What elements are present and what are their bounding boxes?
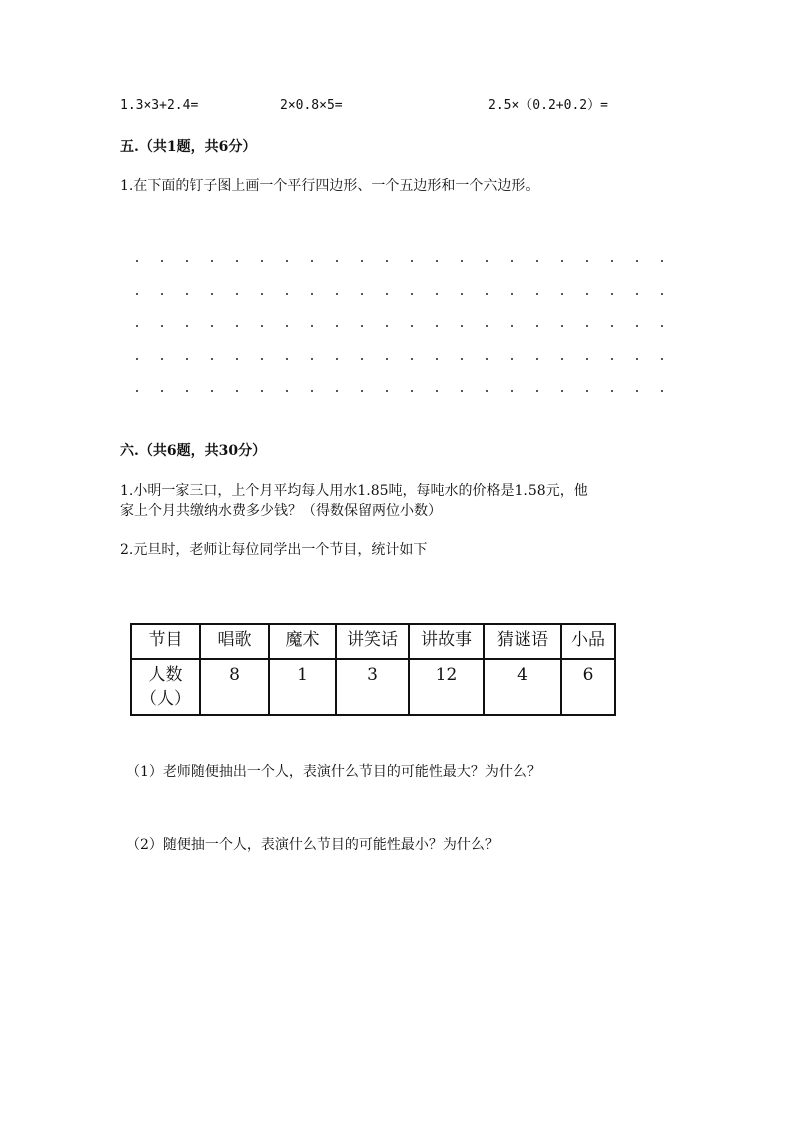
nail-dot bbox=[586, 293, 588, 295]
table-header-cell: 小品 bbox=[561, 624, 615, 659]
nail-dot bbox=[536, 390, 538, 392]
section-6-question-1-line-1: 1.小明一家三口，上个月平均每人用水1.85吨，每吨水的价格是1.58元，他 bbox=[120, 483, 588, 499]
nail-dot bbox=[511, 260, 513, 262]
nail-dot bbox=[136, 358, 138, 360]
nail-dot bbox=[436, 325, 438, 327]
nail-dot bbox=[311, 358, 313, 360]
nail-dot bbox=[461, 390, 463, 392]
nail-dot bbox=[336, 260, 338, 262]
nail-dot bbox=[661, 358, 663, 360]
nail-dot bbox=[411, 358, 413, 360]
nail-dot bbox=[536, 293, 538, 295]
table-count-cell: 6 bbox=[561, 659, 615, 715]
nail-dot bbox=[286, 325, 288, 327]
nail-dot bbox=[136, 325, 138, 327]
nail-dot bbox=[211, 325, 213, 327]
table-count-cell: 12 bbox=[409, 659, 484, 715]
nail-dot bbox=[386, 358, 388, 360]
nail-dot bbox=[286, 293, 288, 295]
nail-dot bbox=[636, 293, 638, 295]
table-header-cell: 讲故事 bbox=[409, 624, 484, 659]
nail-dot bbox=[411, 260, 413, 262]
calc-expression-3: 2.5×（0.2+0.2）= bbox=[488, 98, 608, 113]
table-header-cell: 魔术 bbox=[269, 624, 336, 659]
nail-dot bbox=[336, 390, 338, 392]
nail-dot bbox=[136, 390, 138, 392]
nail-dot bbox=[436, 390, 438, 392]
nail-dot bbox=[386, 293, 388, 295]
nail-dot bbox=[361, 325, 363, 327]
nail-dot bbox=[161, 260, 163, 262]
nail-dot bbox=[136, 260, 138, 262]
nail-dot bbox=[286, 358, 288, 360]
nail-dot bbox=[486, 293, 488, 295]
nail-dot bbox=[161, 325, 163, 327]
nail-dot bbox=[386, 390, 388, 392]
section-6-question-2: 2.元旦时，老师让每位同学出一个节目，统计如下 bbox=[120, 542, 428, 558]
row-label-line-2: （人） bbox=[140, 689, 191, 709]
nail-dot bbox=[611, 325, 613, 327]
nail-dot bbox=[411, 293, 413, 295]
nail-dot bbox=[636, 358, 638, 360]
nail-dot bbox=[211, 358, 213, 360]
nail-dot bbox=[261, 293, 263, 295]
nail-dot bbox=[611, 293, 613, 295]
nail-dot bbox=[561, 293, 563, 295]
section-6-title: 六.（共6题，共30分） bbox=[120, 443, 267, 459]
nail-dot bbox=[411, 325, 413, 327]
nail-dot bbox=[511, 293, 513, 295]
nail-dot bbox=[336, 358, 338, 360]
table-header-cell: 唱歌 bbox=[200, 624, 269, 659]
nail-dot bbox=[436, 260, 438, 262]
nail-dot bbox=[386, 325, 388, 327]
table-header-row bbox=[131, 624, 615, 659]
nail-dot bbox=[661, 325, 663, 327]
nail-dot bbox=[286, 390, 288, 392]
nail-dot bbox=[586, 358, 588, 360]
nail-dot bbox=[186, 325, 188, 327]
nail-dot bbox=[186, 260, 188, 262]
nail-dot bbox=[561, 358, 563, 360]
nail-dot bbox=[436, 293, 438, 295]
nail-dot bbox=[286, 260, 288, 262]
nail-dot bbox=[361, 390, 363, 392]
section-6-question-1-line-2: 家上个月共缴纳水费多少钱？（得数保留两位小数） bbox=[120, 503, 442, 519]
calc-expression-2: 2×0.8×5= bbox=[280, 98, 343, 113]
nail-dot bbox=[611, 358, 613, 360]
section-6-sub-question-1: （1）老师随便抽出一个人，表演什么节目的可能性最大？为什么？ bbox=[126, 764, 541, 780]
nail-dot bbox=[186, 390, 188, 392]
nail-dot bbox=[311, 293, 313, 295]
nail-dot bbox=[486, 325, 488, 327]
nail-dot bbox=[636, 325, 638, 327]
nail-dot bbox=[336, 293, 338, 295]
table-row-label bbox=[131, 659, 200, 715]
nail-dot bbox=[661, 293, 663, 295]
nail-dot bbox=[361, 293, 363, 295]
nail-dot bbox=[586, 260, 588, 262]
table-header-label: 节目 bbox=[131, 624, 200, 659]
nail-dot bbox=[361, 260, 363, 262]
nail-dot bbox=[261, 325, 263, 327]
nail-dot bbox=[661, 390, 663, 392]
nail-dot bbox=[586, 325, 588, 327]
nail-dot bbox=[461, 325, 463, 327]
nail-dot bbox=[411, 390, 413, 392]
nail-dot bbox=[536, 358, 538, 360]
nail-dot bbox=[486, 390, 488, 392]
nail-dot bbox=[311, 325, 313, 327]
nail-dot bbox=[611, 390, 613, 392]
nail-dot bbox=[161, 293, 163, 295]
nail-dot bbox=[211, 390, 213, 392]
table-count-cell: 3 bbox=[336, 659, 409, 715]
nail-dot bbox=[136, 293, 138, 295]
nail-dot bbox=[586, 390, 588, 392]
nail-dot bbox=[161, 358, 163, 360]
nail-dot bbox=[336, 325, 338, 327]
nail-dot bbox=[561, 325, 563, 327]
nail-dot bbox=[261, 358, 263, 360]
table-count-cell: 1 bbox=[269, 659, 336, 715]
table-header-cell: 讲笑话 bbox=[336, 624, 409, 659]
nail-dot bbox=[261, 260, 263, 262]
program-count-table bbox=[130, 623, 616, 716]
nail-dot bbox=[461, 260, 463, 262]
row-label-line-1: 人数 bbox=[148, 665, 183, 685]
nail-dot bbox=[486, 358, 488, 360]
nail-dot bbox=[486, 260, 488, 262]
nail-dot bbox=[311, 260, 313, 262]
table-count-cell: 4 bbox=[484, 659, 561, 715]
nail-dot bbox=[236, 293, 238, 295]
nail-dot bbox=[511, 358, 513, 360]
section-5-question-1: 1.在下面的钉子图上画一个平行四边形、一个五边形和一个六边形。 bbox=[120, 178, 540, 194]
nail-dot bbox=[436, 358, 438, 360]
nail-dot bbox=[636, 260, 638, 262]
nail-dot bbox=[211, 293, 213, 295]
nail-dot bbox=[611, 260, 613, 262]
nail-dot bbox=[311, 390, 313, 392]
calc-expression-1: 1.3×3+2.4= bbox=[120, 98, 199, 113]
table-count-row bbox=[131, 659, 615, 715]
nail-dot bbox=[236, 260, 238, 262]
nail-board-dot-grid bbox=[128, 250, 673, 400]
nail-dot bbox=[261, 390, 263, 392]
nail-dot bbox=[211, 260, 213, 262]
nail-dot bbox=[511, 390, 513, 392]
section-6-sub-question-2: （2）随便抽一个人，表演什么节目的可能性最小？为什么？ bbox=[126, 837, 499, 853]
nail-dot bbox=[636, 390, 638, 392]
table-header-cell: 猜谜语 bbox=[484, 624, 561, 659]
nail-dot bbox=[561, 260, 563, 262]
nail-dot bbox=[236, 358, 238, 360]
nail-dot bbox=[461, 293, 463, 295]
nail-dot bbox=[536, 325, 538, 327]
table-count-cell: 8 bbox=[200, 659, 269, 715]
nail-dot bbox=[186, 358, 188, 360]
nail-dot bbox=[386, 260, 388, 262]
nail-dot bbox=[161, 390, 163, 392]
nail-dot bbox=[236, 390, 238, 392]
nail-dot bbox=[186, 293, 188, 295]
nail-dot bbox=[461, 358, 463, 360]
nail-dot bbox=[361, 358, 363, 360]
nail-dot bbox=[536, 260, 538, 262]
nail-dot bbox=[661, 260, 663, 262]
section-5-title: 五.（共1题，共6分） bbox=[120, 139, 257, 155]
nail-dot bbox=[511, 325, 513, 327]
nail-dot bbox=[561, 390, 563, 392]
nail-dot bbox=[236, 325, 238, 327]
